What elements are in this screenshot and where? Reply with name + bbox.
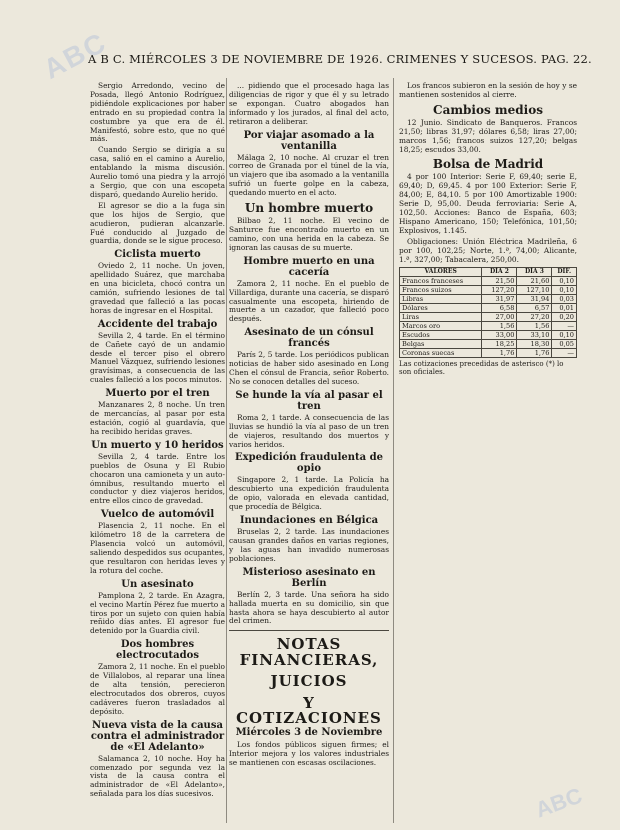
headline-vuelco: Vuelco de automóvil	[100, 509, 215, 521]
headline-via: Se hunde la vía al pasar el tren	[235, 389, 383, 412]
article-text: Zamora 2, 11 noche. En el pueblo de Villalobos, al reparar una línea de alta tensión, perecieron electrocutados dos obreros, cuyos cadáveres fueron trasladados al depósito.	[90, 662, 225, 716]
table-cell: 31,94	[517, 294, 552, 303]
article-text: 12 Junio. Sindicato de Banqueros. Francos 21,50; libras 31,97; dólares 6,58; liras 27,00; marcos 1,56; francos suizos 127,20; belgas 18,25; escudos 33,00.	[399, 117, 577, 154]
article-text: Manzanares 2, 8 noche. Un tren de mercancías, al pasar por esta estación, cogió al guardavía, que ha recibido heridas graves.	[90, 400, 225, 436]
table-cell: 0,10	[552, 285, 577, 294]
page-header: A B C. MIÉRCOLES 3 DE NOVIEMBRE DE 1926. CRIMENES Y SUCESOS. PAG. 22.	[88, 52, 592, 66]
column-rule	[226, 78, 227, 823]
headline-muerto-heridos: Un muerto y 10 heridos	[91, 439, 224, 451]
table-cell: 21,60	[517, 276, 552, 285]
table-cell: 1,56	[482, 321, 517, 330]
section-title-juicios: JUICIOS	[270, 672, 348, 691]
article-text: Sevilla 2, 4 tarde. Entre los pueblos de Osuna y El Rubio chocaron una camioneta y un auto-ómnibus, resultando muerto el conductor y diez viajeros heridos, entre ellos cinco de gravedad.	[90, 451, 225, 506]
column-middle	[229, 82, 389, 822]
table-cell: 6,57	[517, 303, 552, 312]
table-cell: 0,03	[552, 294, 577, 303]
headline-ventanilla: Por viajar asomado a la ventanilla	[243, 129, 375, 152]
table-cell: 27,00	[482, 312, 517, 321]
table-cell: 21,50	[482, 276, 517, 285]
article-text: Obligaciones: Unión Eléctrica Madrileña, 6 por 100, 102,25; Norte, 1.ª, 74,00; Alicante, 1.ª, 327,00; Tabacalera, 250,00.	[399, 236, 577, 264]
table-header-row	[400, 267, 577, 276]
table-header: VALORES	[400, 267, 482, 276]
article-text: Los francos subieron en la sesión de hoy y se mantienen sostenidos al cierre.	[399, 82, 577, 99]
archive-watermark-bottom: ABC	[531, 782, 586, 823]
table-cell: —	[552, 321, 577, 330]
headline-trabajo: Accidente del trabajo	[97, 318, 218, 330]
table-cell: 27,20	[517, 312, 552, 321]
table-row	[400, 285, 577, 294]
article-text: Bilbao 2, 11 noche. El vecino de Santurce fue encontrado muerto en un camino, con una herida en la cabeza. Se ignoran las causas de su muerte.	[229, 216, 389, 252]
table-cell: Belgas	[400, 339, 482, 348]
headline-belgica: Inundaciones en Bélgica	[239, 515, 379, 527]
table-cell: Francos franceses	[400, 276, 482, 285]
headline-tren: Muerto por el tren	[105, 388, 210, 400]
table-cell: 127,10	[517, 285, 552, 294]
headline-causa: Nueva vista de la causa contra el administrador de «El Adelanto»	[90, 719, 225, 753]
headline-electrocutados: Dos hombres electrocutados	[116, 639, 199, 662]
table-row	[400, 339, 577, 348]
table-cell: 18,25	[482, 339, 517, 348]
table-header: DÍA 2	[482, 267, 517, 276]
table-cell: Francos suizos	[400, 285, 482, 294]
article-text: Sergio Arredondo, vecino de Posada, llegó Antonio Rodríguez, pidiéndole explicaciones por haber entrado en su propiedad contra la costumbre ya que era de él. Manifestó, sobre esto, que no qué más.	[90, 82, 225, 144]
column-rule	[393, 78, 394, 823]
article-text: ... pidiendo que el procesado haga las diligencias de rigor y que él y su letrado se expongan. Cuatro abogados han informado y los jurados, al final del acto, retiraron a deliberar.	[229, 82, 389, 126]
section-title-notas: NOTAS FINANCIERAS,	[239, 635, 379, 669]
article-text: Roma 2, 1 tarde. A consecuencia de las lluvias se hundió la vía al paso de un tren de viajeros, resultando dos muertos y varios heridos.	[229, 412, 389, 449]
article-text: París 2, 5 tarde. Los periódicos publican noticias de haber sido asesinado en Long Chen el cónsul de Francia, señor Roberto. No se conocen detalles del suceso.	[229, 350, 389, 386]
table-row	[400, 303, 577, 312]
article-text: Los fondos públicos siguen firmes; el Interior mejora y los valores industriales se mantienen con escasas oscilaciones.	[229, 739, 389, 767]
headline-consul: Asesinato de un cónsul francés	[244, 327, 374, 350]
article-text: Salamanca 2, 10 noche. Hoy ha comenzado por segunda vez la vista de la causa contra el administrador de «El Adelanto», señalada para los días sucesivos.	[90, 753, 225, 799]
table-cell: 1,76	[517, 348, 552, 357]
table-cell: 0,10	[552, 276, 577, 285]
table-cell: Coronas suecas	[400, 348, 482, 357]
headline-opio: Expedición fraudulenta de opio	[235, 452, 383, 475]
table-row	[400, 294, 577, 303]
table-cell: 1,76	[482, 348, 517, 357]
table-cell: 0,20	[552, 312, 577, 321]
table-cell: Libras	[400, 294, 482, 303]
table-cell: 1,56	[517, 321, 552, 330]
table-cell: Dólares	[400, 303, 482, 312]
table-row	[400, 312, 577, 321]
quotes-table	[399, 267, 577, 358]
table-cell: 0,01	[552, 303, 577, 312]
headline-caceria: Hombre muerto en una cacería	[243, 255, 375, 278]
archive-watermark: ABC	[38, 26, 112, 85]
headline-bolsa: Bolsa de Madrid	[432, 157, 544, 172]
article-text: Málaga 2, 10 noche. Al cruzar el tren correo de Granada por el túnel de la vía, un viajero que iba asomado a la ventanilla sufrió un fuerte golpe en la cabeza, quedando muerto en el acto.	[229, 152, 389, 198]
article-text: Cuando Sergio se dirigía a su casa, salió en el camino a Aurelio, entablando la misma discusión. Aurelio tomó una piedra y la arrojó a Sergio, que con una escopeta disparó, quedando Aurelio herido.	[90, 145, 225, 199]
section-title-cotizaciones: Y COTIZACIONES	[236, 693, 382, 728]
headline-berlin: Misterioso asesinato en Berlín	[242, 566, 376, 589]
article-text: Bruselas 2, 2 tarde. Las inundaciones causan grandes daños en varias regiones, y las aguas han invadido numerosas poblaciones.	[229, 527, 389, 563]
table-cell: 127,20	[482, 285, 517, 294]
table-cell: 33,00	[482, 330, 517, 339]
column-left	[90, 82, 225, 822]
table-row	[400, 348, 577, 357]
article-text: Berlín 2, 3 tarde. Una señora ha sido hallada muerta en su domicilio, sin que hasta ahora se haya descubierto al autor del crimen.	[229, 589, 389, 626]
section-divider	[229, 630, 389, 631]
table-cell: Marcos oro	[400, 321, 482, 330]
table-row	[400, 276, 577, 285]
article-text: El agresor se dio a la fuga sin que los hijos de Sergio, que acudieron, pudieran alcanzarle. Fué conducido al Juzgado de guardia, donde se le sigue proceso.	[90, 200, 225, 246]
table-cell: 0,05	[552, 339, 577, 348]
article-text: Plasencia 2, 11 noche. En el kilómetro 18 de la carretera de Plasencia volcó un automóvil, saliendo despedidos sus ocupantes, que resultaron con heridas leves y la rotura del coche.	[90, 521, 225, 575]
article-text: Sevilla 2, 4 tarde. En el término de Cañete cayó de un andamio desde el tercer piso el obrero Manuel Vázquez, sufriendo lesiones gravísimas, a consecuencia de las cuales falleció a los pocos minutos.	[90, 330, 225, 385]
table-cell: Liras	[400, 312, 482, 321]
article-text: Pamplona 2, 2 tarde. En Azagra, el vecino Martín Pérez fue muerto a tiros por un sujeto con quien había reñido días antes. El agresor fue detenido por la Guardia civil.	[90, 590, 225, 636]
table-cell: 31,97	[482, 294, 517, 303]
table-cell: —	[552, 348, 577, 357]
table-row	[400, 321, 577, 330]
column-right	[399, 82, 577, 822]
headline-asesinato: Un asesinato	[121, 578, 194, 590]
article-text: Oviedo 2, 11 noche. Un joven, apellidado Suárez, que marchaba en una bicicleta, chocó contra un camión, sufriendo lesiones de tal gravedad que falleció a las pocas horas de ingresar en el Hospital.	[90, 261, 225, 315]
table-cell: 18,30	[517, 339, 552, 348]
table-header: DIF.	[552, 267, 577, 276]
table-cell: Escudos	[400, 330, 482, 339]
headline-cambios: Cambios medios	[433, 102, 543, 117]
table-cell: 33,10	[517, 330, 552, 339]
table-cell: 0,10	[552, 330, 577, 339]
article-text: 4 por 100 Interior: Serie F, 69,40; serie E, 69,40; D, 69,45. 4 por 100 Exterior: Serie F, 84,00; E, 84,10. 5 por 100 Amortizable 1900: Serie D, 95,00. Deuda ferroviaria: Serie A, 102,50. Acciones: Banco de España, 603; Hispano Americano, 150; Telefónica, 101,50; Explosivos, 1.145.	[399, 172, 577, 235]
table-body	[400, 276, 577, 357]
table-cell: 6,58	[482, 303, 517, 312]
headline-hombre-muerto: Un hombre muerto	[244, 201, 374, 216]
table-row	[400, 330, 577, 339]
headline-ciclista: Ciclista muerto	[114, 249, 201, 261]
table-header: DÍA 3	[517, 267, 552, 276]
section-date: Miércoles 3 de Noviembre	[235, 726, 383, 738]
article-text: Zamora 2, 11 noche. En el pueblo de Villardiga, durante una cacería, se disparó casualmente una escopeta, hiriendo de muerte a un cazador, que falleció poco después.	[229, 278, 389, 324]
article-text: Singapore 2, 1 tarde. La Policía ha descubierto una expedición fraudulenta de opio, valorada en elevada cantidad, que procedía de Bélgica.	[229, 475, 389, 512]
table-footnote: Las cotizaciones precedidas de asterisco (*) lo son oficiales.	[399, 359, 564, 377]
